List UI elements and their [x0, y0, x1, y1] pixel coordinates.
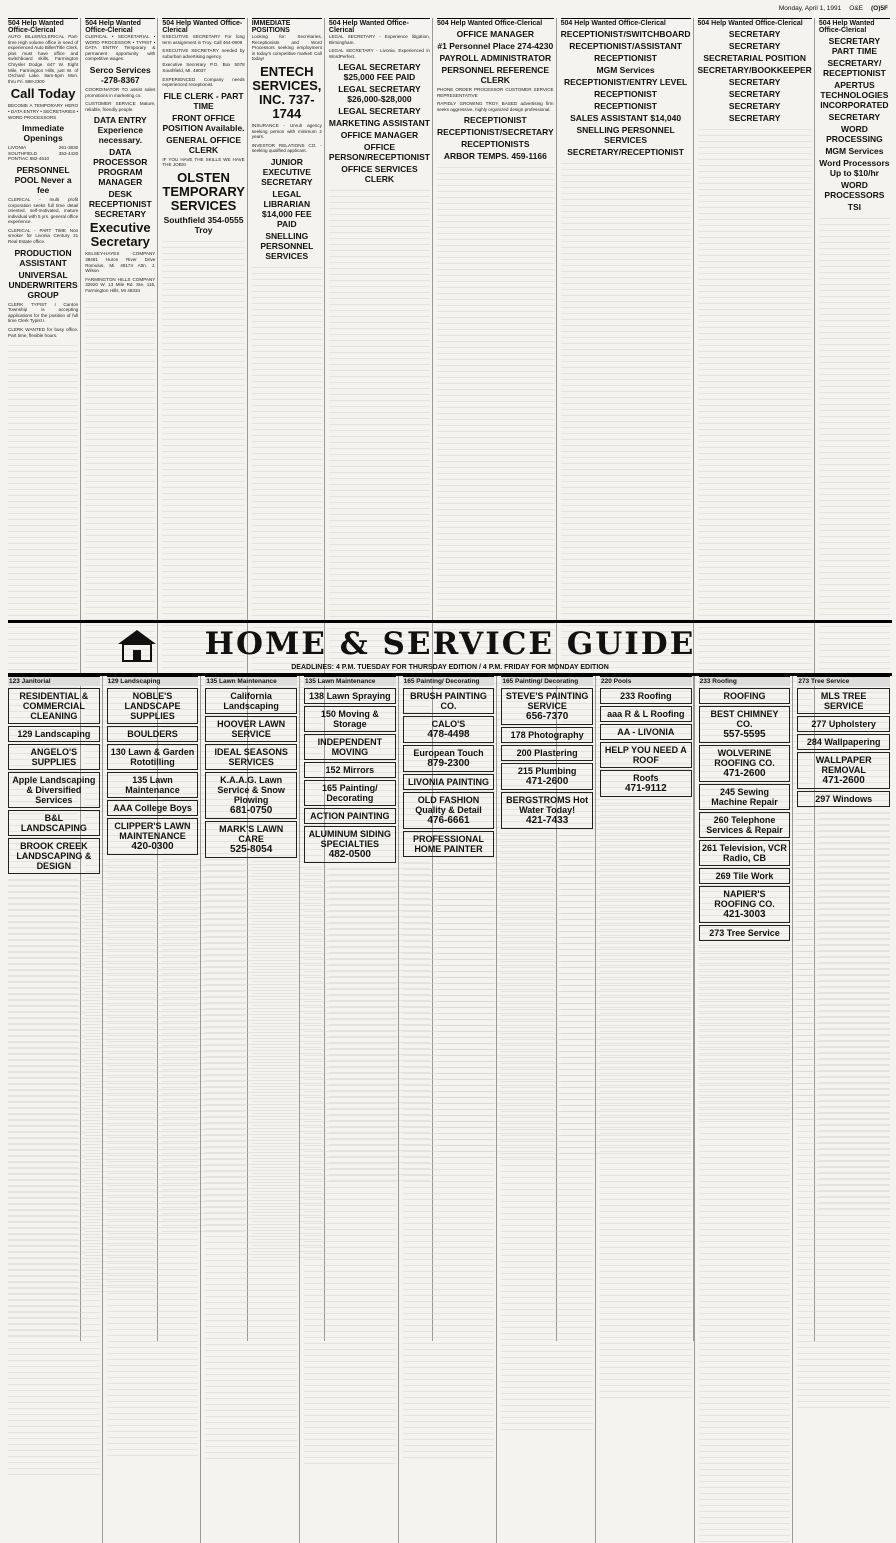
- service-ad: [403, 745, 495, 772]
- ad-text: PHONE ORDER PROCESSOR CUSTOMER SERVICE REPRESENTATIVE: [436, 87, 555, 98]
- category-heading: 504 Help Wanted Office-Clerical: [698, 18, 812, 27]
- ad-heading: LEGAL SECRETARY: [338, 106, 421, 117]
- ad-text: CLERK TYPIST I Canton Township is accepting applications for the position of full time Clerk Typist I.: [8, 301, 80, 324]
- service-ad: [699, 745, 791, 782]
- service-ad: [107, 688, 199, 724]
- service-phone: 681-0750: [230, 805, 273, 816]
- service-phone: 471-2600: [723, 768, 766, 779]
- service-phone: 656-7370: [526, 711, 569, 722]
- service-phone: 476-6661: [427, 815, 470, 826]
- ad-heading: OFFICE SERVICES CLERK: [341, 164, 418, 185]
- service-name: 138 Lawn Spraying: [309, 691, 391, 701]
- ad-heading: SECRETARIAL POSITION: [703, 53, 806, 63]
- service-name: MARK'S LAWN CARE: [219, 824, 286, 844]
- service-name: 277 Upholstery: [811, 719, 876, 729]
- ad-heading: RECEPTIONIST/ASSISTANT: [569, 41, 682, 51]
- service-ad: [8, 744, 100, 770]
- service-ad: [699, 784, 791, 810]
- service-ad: [797, 752, 890, 789]
- service-name: European Touch: [413, 748, 484, 758]
- service-name: K.A.A.G. Lawn Service & Snow Plowing: [217, 775, 288, 805]
- service-phone: 478-4498: [427, 729, 470, 740]
- ad-heading: ARBOR TEMPS. 459-1166: [443, 151, 547, 162]
- ad-text: FARMINGTON HILLS COMPANY 32920 W. 13 Mile Rd. Ste. 115, Farmington Hills, MI 48334: [85, 276, 157, 293]
- service-name: MLS TREE SERVICE: [820, 691, 869, 711]
- guide-category-heading: 135 Lawn Maintenance: [205, 676, 297, 686]
- ad-text: CLERICAL - multi profit corporation seeks full time detail oriented, self-motivated, mature individual with 5 yrs. general office experience.: [8, 196, 80, 225]
- service-name: AA - LIVONIA: [617, 727, 675, 737]
- service-ad: [304, 826, 396, 863]
- service-ad: [797, 688, 890, 714]
- ad-heading: WORD PROCESSING: [826, 124, 883, 144]
- service-ad: [600, 688, 692, 704]
- guide-title: HOME & SERVICE GUIDE: [204, 626, 696, 662]
- ad-heading: ENTECH SERVICES, INC. 737-1744: [252, 63, 322, 121]
- ad-heading: Executive Secretary: [89, 220, 151, 250]
- ad-text: CLERICAL - PART TIME Non smoker for Livonia Century 21 Real Estate office.: [8, 227, 80, 245]
- guide-category-heading: 135 Lawn Maintenance: [304, 676, 396, 686]
- ad-heading: SECRETARY/RECEPTIONIST: [567, 147, 684, 157]
- ad-heading: Call Today: [10, 86, 76, 102]
- ad-text: AUTO BILLER/CLERICAL Part-time High volume office in need of experienced Auto Biller/Title Clerk, plus must have office and switchboard skills. Farmington Chrysler Dodge. 647 W. Eight Mile, Farmington Hills, just W. of Orchard Lake. 8am-5pm Mon. thru Fri. 698-2300: [8, 34, 80, 84]
- ad-text: INVESTOR RELATIONS CO. - seeking qualified applicant.: [251, 142, 324, 154]
- ad-text: RAPIDLY GROWING TROY BASED advertising firm seeks aggressive, highly organized design professional.: [436, 101, 555, 112]
- service-ad: [403, 792, 495, 829]
- service-name: aaa R & L Roofing: [607, 709, 685, 719]
- ad-heading: MGM Services: [596, 65, 655, 75]
- ad-text: EXECUTIVE SECRETARY For long term assignment in Troy. Call 464-0909: [162, 34, 246, 45]
- service-ad: [699, 812, 791, 838]
- service-name: CALO'S: [431, 719, 466, 729]
- service-name: 269 Tile Work: [715, 871, 774, 881]
- ad-heading: RECEPTIONISTS: [461, 139, 530, 150]
- service-ad: [205, 716, 297, 742]
- service-ad: [107, 818, 199, 855]
- service-ad: [501, 745, 593, 761]
- service-name: NAPIER'S ROOFING CO.: [714, 889, 775, 909]
- service-ad: [403, 831, 495, 857]
- ad-text: KELSEY-HAYES COMPANY 38481 Huron River Drive Romulus, Mi. 48174 Attn. J. Wilson: [85, 251, 157, 274]
- guide-fine-print: [501, 831, 593, 1431]
- service-ad: [304, 688, 396, 704]
- service-name: 178 Photography: [510, 730, 584, 740]
- ad-heading: LEGAL SECRETARY $25,000 FEE PAID: [338, 62, 421, 83]
- service-ad: [699, 886, 791, 923]
- service-phone: 525-8054: [230, 844, 273, 855]
- service-ad: [797, 716, 890, 732]
- ad-text: INSURANCE - Unruh agency seeking person with minimum 2 years.: [251, 122, 324, 140]
- category-heading: 504 Help Wanted Office-Clerical: [819, 18, 890, 34]
- guide-category-heading: 165 Painting/ Decorating: [403, 676, 495, 686]
- guide-category-heading: 273 Tree Service: [797, 676, 890, 686]
- service-ad: [699, 840, 791, 866]
- service-phone: 421-3003: [723, 909, 766, 920]
- service-name: ACTION PAINTING: [310, 811, 390, 821]
- ad-text: BECOME A TEMPORARY HERO • DATA ENTRY • SECRETARIES • WORD PROCESSORS: [8, 103, 80, 120]
- guide-category-heading: 165 Painting/ Decorating: [501, 676, 593, 686]
- ad-heading: SECRETARY: [728, 29, 781, 39]
- service-ad: [403, 688, 495, 714]
- guide-column: [205, 676, 300, 1543]
- service-name: 129 Landscaping: [17, 729, 91, 739]
- service-name: B&L LANDSCAPING: [20, 813, 87, 833]
- guide-column: [107, 676, 202, 1543]
- guide-column: [600, 676, 695, 1543]
- ad-text: EXPERIENCED Company needs experienced receptionist.: [162, 76, 246, 88]
- ad-text: CLERICAL • SECRETARIAL • WORD PROCESSOR • TYPIST • DATA ENTRY Temporary & permanent opportunity with competitive wages.: [85, 34, 157, 62]
- service-ad: [501, 763, 593, 790]
- ad-heading: SECRETARY PART TIME: [828, 36, 881, 56]
- ad-heading: SECRETARY: [728, 101, 781, 111]
- service-phone: 421-7433: [526, 815, 569, 826]
- service-name: 215 Plumbing: [517, 766, 577, 776]
- service-name: 200 Plastering: [516, 748, 578, 758]
- ad-heading: RECEPTIONIST/SWITCHBOARD: [560, 29, 691, 39]
- service-ad: [304, 780, 396, 806]
- ad-text: Looking for: Secretaries, Receptionists and Word Processors seeking employment in today's competitive market! Call today!: [251, 34, 324, 62]
- ad-heading: Southfield 354-0555 Troy: [163, 214, 244, 235]
- service-ad: [8, 810, 100, 836]
- ad-heading: SECRETARY/ RECEPTIONIST: [823, 58, 886, 78]
- ad-text: LEGAL SECRETARY - Experience litigation, Birmingham.: [328, 34, 432, 45]
- service-name: BRUSH PAINTING CO.: [410, 691, 490, 711]
- ad-heading: RECEPTIONIST: [463, 115, 527, 126]
- service-ad: [699, 868, 791, 884]
- service-ad: [699, 925, 791, 941]
- category-heading: 504 Help Wanted Office-Clerical: [437, 18, 554, 27]
- service-ad: [8, 838, 100, 874]
- service-ad: [699, 706, 791, 743]
- ad-heading: SECRETARY/BOOKKEEPER: [697, 65, 812, 75]
- ad-heading: WORD PROCESSORS: [824, 180, 885, 200]
- ad-text: COORDINATOR TO assist sales promotions in marketing co.: [85, 86, 157, 98]
- ad-heading: OFFICE MANAGER: [456, 29, 535, 39]
- ad-heading: FILE CLERK - PART TIME: [163, 90, 244, 111]
- service-ad: [8, 772, 100, 808]
- ad-text: IF YOU HAVE THE SKILLS WE HAVE THE JOBS!: [162, 156, 246, 168]
- service-name: California Landscaping: [223, 691, 279, 711]
- ad-heading: RECEPTIONIST/ENTRY LEVEL: [563, 77, 688, 87]
- service-name: 261 Television, VCR Radio, CB: [702, 843, 790, 863]
- ad-heading: GENERAL OFFICE CLERK: [166, 134, 242, 155]
- guide-category-heading: 123 Janitorial: [8, 676, 100, 686]
- guide-column: [501, 676, 596, 1543]
- ad-heading: MARKETING ASSISTANT: [328, 118, 430, 129]
- service-name: 260 Telephone Services & Repair: [706, 815, 783, 835]
- ad-heading: PRODUCTION ASSISTANT: [14, 247, 72, 268]
- guide-deadlines: DEADLINES: 4 P.M. TUESDAY FOR THURSDAY EDITION / 4 P.M. FRIDAY FOR MONDAY EDITION: [291, 664, 609, 671]
- ad-heading: OFFICE MANAGER: [340, 130, 419, 141]
- service-name: Roofs: [633, 773, 659, 783]
- header-page: (O)5F: [871, 4, 888, 12]
- service-name: LIVONIA PAINTING: [407, 777, 489, 787]
- service-ad: [699, 688, 791, 704]
- service-name: 130 Lawn & Garden Rototilling: [110, 747, 197, 767]
- service-name: 297 Windows: [815, 794, 873, 804]
- ad-heading: DATA PROCESSOR PROGRAM MANAGER: [93, 147, 148, 188]
- ad-heading: SECRETARY: [828, 112, 881, 122]
- service-name: HOOVER LAWN SERVICE: [217, 719, 288, 739]
- service-ad: [107, 744, 199, 770]
- service-ad: [403, 716, 495, 743]
- category-heading: 504 Help Wanted Office-Clerical: [162, 18, 244, 34]
- service-guide-columns: [8, 676, 892, 1400]
- ad-heading: FRONT OFFICE POSITION Available.: [162, 112, 245, 133]
- service-name: BROOK CREEK LANDSCAPING & DESIGN: [16, 841, 94, 871]
- guide-column: [403, 676, 498, 1543]
- ad-heading: PAYROLL ADMINISTRATOR: [439, 53, 552, 63]
- guide-fine-print: [304, 865, 396, 1465]
- service-name: 150 Moving & Storage: [320, 709, 382, 729]
- guide-column: [304, 676, 399, 1543]
- service-name: PROFESSIONAL HOME PAINTER: [412, 834, 487, 854]
- guide-column: [8, 676, 103, 1543]
- guide-category-heading: 129 Landscaping: [107, 676, 199, 686]
- ad-heading: DESK RECEPTIONIST SECRETARY: [88, 189, 152, 220]
- service-name: BERGSTROMS Hot Water Today!: [506, 795, 591, 815]
- service-name: STEVE'S PAINTING SERVICE: [505, 691, 591, 711]
- ad-heading: TSI: [847, 202, 862, 212]
- ad-heading: #1 Personnel Place 274-4230: [437, 41, 554, 51]
- service-ad: [501, 727, 593, 743]
- service-ad: [304, 762, 396, 778]
- ad-heading: SALES ASSISTANT $14,040: [570, 113, 682, 123]
- service-ad: [8, 726, 100, 742]
- service-name: 165 Painting/ Decorating: [322, 783, 381, 803]
- service-ad: [205, 772, 297, 819]
- guide-fine-print: [8, 876, 100, 1476]
- category-heading: 504 Help Wanted Office-Clerical: [561, 18, 691, 27]
- ad-heading: SECRETARY: [728, 77, 781, 87]
- service-name: WOLVERINE ROOFING CO.: [714, 748, 775, 768]
- service-ad: [600, 706, 692, 722]
- service-name: HELP YOU NEED A ROOF: [604, 745, 690, 765]
- service-ad: [205, 744, 297, 770]
- ad-heading: RECEPTIONIST/SECRETARY: [436, 127, 554, 138]
- service-phone: 471-2600: [822, 775, 865, 786]
- guide-category-heading: 220 Pools: [600, 676, 692, 686]
- ad-heading: APERTUS TECHNOLOGIES INCORPORATED: [820, 80, 889, 110]
- guide-column: [797, 676, 892, 1543]
- ad-heading: SECRETARY: [728, 89, 781, 99]
- service-name: BOULDERS: [127, 729, 178, 739]
- guide-fine-print: [699, 943, 791, 1543]
- service-ad: [797, 791, 890, 807]
- service-name: IDEAL SEASONS SERVICES: [214, 747, 291, 767]
- page-header: [0, 0, 896, 16]
- ad-heading: Word Processors Up to $10/hr: [819, 158, 890, 178]
- guide-fine-print: [403, 859, 495, 1459]
- ad-text: LIVONIA 261-3830 SOUTHFIELD 353-4420 PONTIAC 682-4510: [8, 145, 81, 162]
- service-name: WALLPAPER REMOVAL: [815, 755, 875, 775]
- ad-heading: OLSTEN TEMPORARY SERVICES: [162, 169, 245, 213]
- service-name: 135 Lawn Maintenance: [125, 775, 180, 795]
- guide-column: [699, 676, 794, 1543]
- guide-fine-print: [107, 857, 199, 1457]
- service-name: RESIDENTIAL & COMMERCIAL CLEANING: [19, 691, 91, 721]
- ad-heading: RECEPTIONIST: [594, 89, 657, 99]
- service-name: OLD FASHION Quality & Detail: [415, 795, 482, 815]
- ad-heading: SECRETARY: [728, 113, 781, 123]
- ad-heading: Immediate Openings: [22, 123, 65, 144]
- service-ad: [304, 734, 396, 760]
- ad-heading: Serco Services -278-8367: [89, 64, 151, 85]
- service-ad: [501, 688, 593, 725]
- service-phone: 482-0500: [328, 849, 371, 860]
- ad-text: LEGAL SECRETARY - Livonia. Experienced in WordPerfect.: [328, 48, 432, 59]
- ad-heading: SNELLING PERSONNEL SERVICES: [260, 230, 314, 261]
- service-ad: [205, 688, 297, 714]
- ad-heading: SECRETARY: [728, 41, 781, 51]
- service-name: 233 Roofing: [620, 691, 672, 701]
- service-ad: [501, 792, 593, 829]
- ad-heading: OFFICE PERSON/RECEPTIONIST: [328, 142, 430, 163]
- category-heading: 504 Help Wanted Office-Clerical: [329, 18, 430, 34]
- service-phone: 471-2600: [526, 776, 569, 787]
- ad-text: CUSTOMER SERVICE Mature, reliable, friendly people.: [85, 101, 157, 112]
- service-name: 152 Mirrors: [325, 765, 375, 775]
- ad-text: EXECUTIVE SECRETARY needed by suburban advertising agency.: [162, 48, 246, 59]
- ad-heading: PERSONNEL POOL Never a fee: [14, 164, 72, 195]
- service-name: ALUMINUM SIDING SPECIALTIES: [308, 829, 394, 849]
- ad-heading: RECEPTIONIST: [594, 101, 657, 111]
- service-ad: [403, 774, 495, 790]
- service-phone: 471-9112: [624, 783, 667, 794]
- ad-heading: PERSONNEL REFERENCE CLERK: [441, 65, 550, 85]
- service-name: ANGELO'S SUPPLIES: [30, 747, 80, 767]
- service-ad: [304, 808, 396, 824]
- service-phone: 420-0300: [131, 841, 174, 852]
- service-ad: [600, 770, 692, 797]
- service-ad: [797, 734, 890, 750]
- service-phone: 557-5595: [723, 729, 766, 740]
- service-ad: [600, 742, 692, 768]
- ad-heading: LEGAL SECRETARY $26,000-$28,000: [338, 84, 421, 105]
- ad-heading: JUNIOR EXECUTIVE SECRETARY: [261, 156, 313, 187]
- service-name: 273 Tree Service: [709, 928, 780, 938]
- service-ad: [8, 688, 100, 724]
- classified-columns: [8, 18, 892, 616]
- ad-heading: DATA ENTRY Experience necessary.: [93, 115, 147, 146]
- service-ad: [107, 772, 199, 798]
- service-name: INDEPENDENT MOVING: [317, 737, 385, 757]
- guide-fine-print: [205, 860, 297, 1460]
- service-name: ROOFING: [723, 691, 766, 701]
- category-heading: IMMEDIATE POSITIONS: [252, 18, 322, 34]
- service-ad: [107, 726, 199, 742]
- guide-fine-print: [600, 799, 692, 1399]
- home-service-guide-banner: [8, 620, 892, 676]
- service-ad: [107, 800, 199, 816]
- ad-heading: UNIVERSAL UNDERWRITERS GROUP: [8, 269, 78, 300]
- service-name: BEST CHIMNEY CO.: [710, 709, 782, 729]
- service-phone: 879-2300: [427, 758, 470, 769]
- service-ad: [205, 821, 297, 858]
- ad-heading: SNELLING PERSONNEL SERVICES: [576, 125, 675, 145]
- ad-heading: LEGAL LIBRARIAN $14,000 FEE PAID: [262, 188, 312, 229]
- category-heading: 504 Help Wanted Office-Clerical: [8, 18, 78, 34]
- guide-category-heading: 233 Roofing: [699, 676, 791, 686]
- guide-fine-print: [797, 809, 890, 1409]
- service-name: CLIPPER'S LAWN MAINTENANCE: [114, 821, 194, 841]
- ad-text: CLERK WANTED for busy office. Part time, flexible hours.: [8, 327, 80, 338]
- service-name: Apple Landscaping & Diversified Services: [12, 775, 98, 805]
- service-ad: [304, 706, 396, 732]
- header-date: Monday, April 1, 1991: [778, 4, 842, 12]
- header-paper: O&E: [849, 4, 864, 12]
- service-name: 284 Wallpapering: [806, 737, 881, 747]
- service-ad: [600, 724, 692, 740]
- ad-text: Executive Secretary P.O. Box 5078 Southfield, MI. 48037: [162, 62, 246, 73]
- ad-heading: MGM Services: [825, 146, 884, 156]
- service-name: 245 Sewing Machine Repair: [711, 787, 778, 807]
- service-name: AAA College Boys: [113, 803, 192, 813]
- ad-heading: RECEPTIONIST: [594, 53, 657, 63]
- service-name: NOBLE'S LANDSCAPE SUPPLIES: [124, 691, 184, 721]
- category-heading: 504 Help Wanted Office-Clerical: [85, 18, 155, 34]
